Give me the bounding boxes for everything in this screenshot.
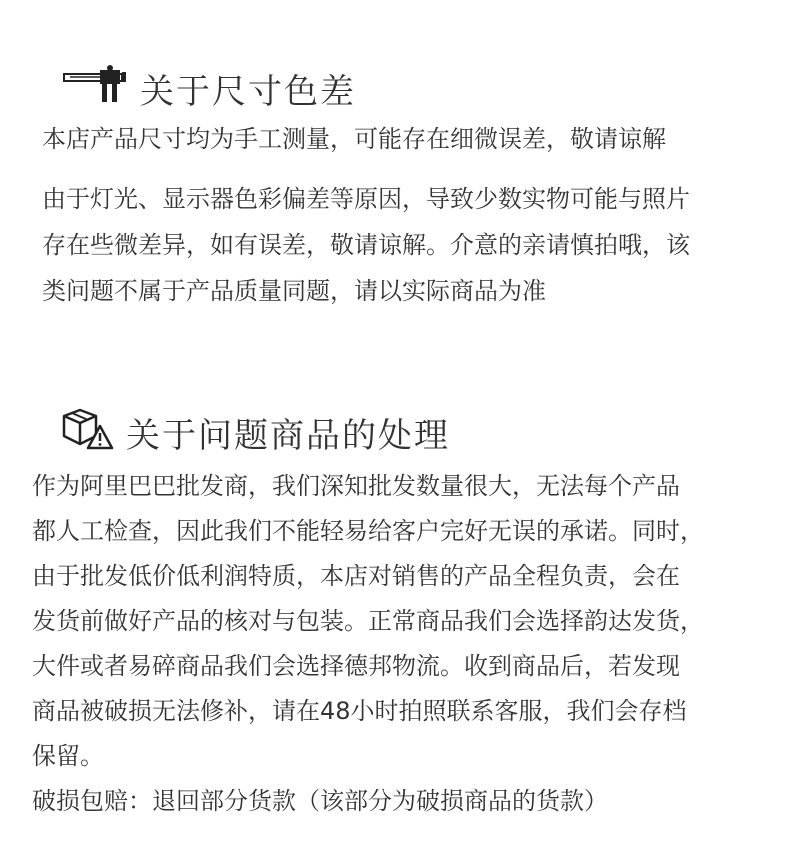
paragraph-line: 破损包赔：退回部分货款（该部分为破损商品的货款）: [32, 787, 608, 815]
paragraph-line: 由于灯光、显示器色彩偏差等原因，导致少数实物可能与照片: [42, 185, 690, 213]
problem-section-title: [60, 406, 450, 459]
paragraph-line: 存在些微差异，如有误差，敬请谅解。介意的亲请慎拍哦，该: [42, 231, 690, 259]
caliper-icon: [62, 64, 128, 113]
paragraph-line: 大件或者易碎商品我们会选择德邦物流。收到商品后，若发现: [32, 652, 680, 680]
problem-section-title-text: 关于问题商品的处理: [126, 416, 450, 456]
paragraph-line: 商品被破损无法修补，请在48小时拍照联系客服，我们会存档: [32, 697, 687, 725]
size-section-title: [62, 64, 356, 113]
size-note-line: [42, 116, 666, 162]
size-section-title-text: 关于尺寸色差: [140, 72, 356, 112]
paragraph-line: 发货前做好产品的核对与包装。正常商品我们会选择韵达发货，: [32, 607, 704, 635]
box-warning-icon: [60, 406, 114, 459]
paragraph-line: 由于批发低价低利润特质，本店对销售的产品全程负责，会在: [32, 562, 680, 590]
paragraph-line: 保留。: [32, 742, 104, 770]
paragraph-line: 本店产品尺寸均为手工测量，可能存在细微误差，敬请谅解: [42, 125, 666, 153]
paragraph-line: 作为阿里巴巴批发商，我们深知批发数量很大，无法每个产品: [32, 472, 680, 500]
paragraph-line: 都人工检查，因此我们不能轻易给客户完好无误的承诺。同时，: [32, 517, 704, 545]
paragraph-line: 类问题不属于产品质量同题，请以实际商品为准: [42, 277, 546, 305]
problem-paragraph: [32, 464, 704, 824]
color-note-paragraph: [42, 176, 690, 314]
